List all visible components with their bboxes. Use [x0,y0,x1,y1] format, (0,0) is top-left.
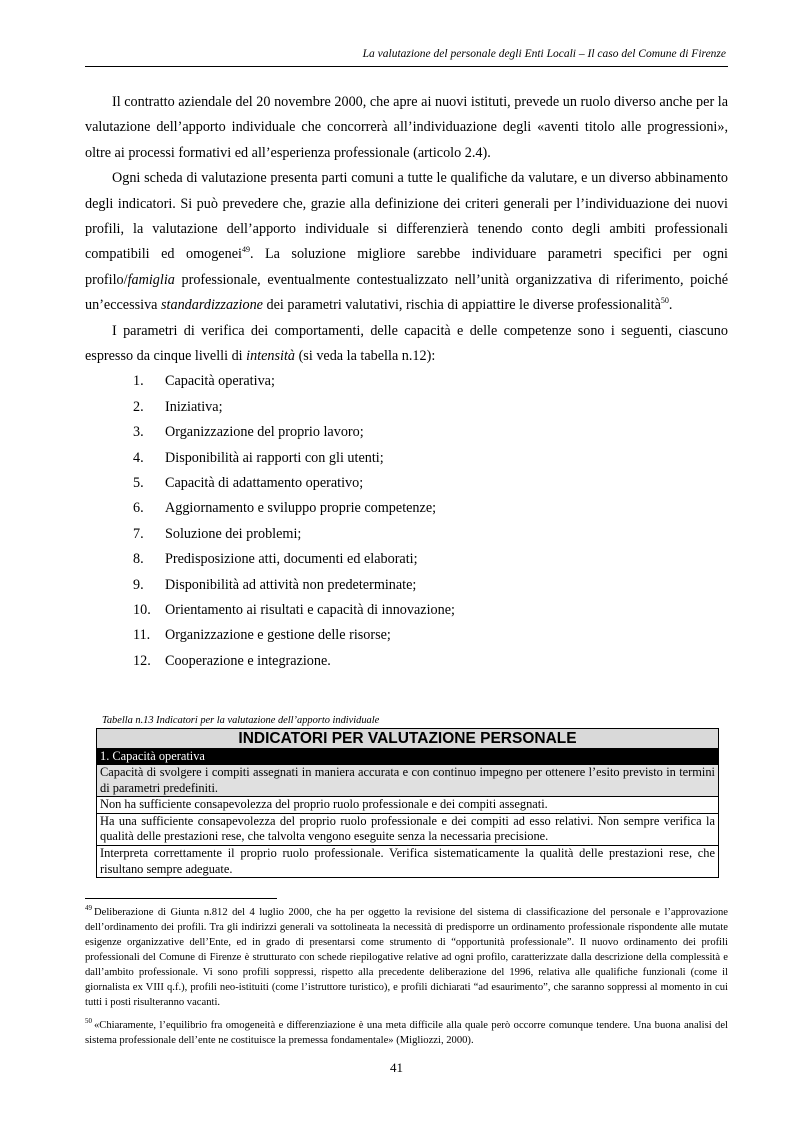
page-number: 41 [390,1060,403,1075]
list-item-number: 7. [133,525,144,542]
paragraph-2 [85,166,728,318]
paragraph-3-emphasis-intensita: intensità [246,348,296,365]
list-item-number: 3. [133,424,144,441]
footnote-text: Deliberazione di Giunta n.812 del 4 luglio 2000, che ha per oggetto la revisione del sistema di classificazione del personale e l’approvazione dell’ordinamento dei profili. Tra gli indirizzi generali va sottolineata la necessità di predisporre un ordinamento professionale rispondente alle mutate esigenze organizzative dell’Ente, ed in grado di presentarsi come strumento di “opportunità professionale”. Il nuovo ordinamento dei profili professionali del Comune di Firenze è strutturato con schede riepilogative relative ad ogni profilo, caratterizzate dalla descrizione della complessità e dall’ambito professionale. Vi sono profili soppressi, rispetto alla precedente deliberazione del 1996, relativa alle qualifiche funzionali (come il giornalista ex VIII q.f.), profili neo-istituiti (come l’istruttore turistico), e profili dichiarati “ad esaurimento”, che saranno soppressi al momento in cui tutti i posti risulteranno vacanti. [85,907,728,1008]
indicators-table [96,728,719,878]
list-item [85,598,728,623]
paragraph-2-text-b: . La soluzione migliore sarebbe individuare parametri specifici per ogni profilo/ [85,246,728,288]
footnote-text: «Chiaramente, l’equilibrio fra omogeneità e differenziazione è una meta difficile alla quale però occorre comunque tendere. Una buona analisi del sistema professionale dell’ente ne costituisce la premessa fondamentale» (Migliozzi, 2000). [85,1020,728,1046]
list-item [85,420,728,445]
footnote-separator [85,898,277,899]
list-item-number: 10. [133,601,151,618]
list-item [85,649,728,674]
table-row: Non ha sufficiente consapevolezza del proprio ruolo professionale e dei compiti assegnati. [97,797,718,814]
paragraph-2-text-c: professionale, eventualmente contestualizzato nell’unità organizzativa di riferimento, poiché un’eccessiva [85,271,728,314]
paragraph-2-text-d: dei parametri valutativi, rischia di appiattire le diverse professionalità [262,297,661,314]
list-item [85,623,728,648]
footnote-49 [85,905,728,1010]
list-item-text: Aggiornamento e sviluppo proprie competenze; [165,500,437,517]
list-item [85,395,728,420]
list-item-text: Soluzione dei problemi; [165,525,302,542]
paragraph-2-emphasis-famiglia: famiglia [127,271,175,288]
list-item-text: Predisposizione atti, documenti ed elaborati; [165,551,418,568]
footnote-ref-50[interactable]: 50 [660,296,669,306]
list-item-number: 8. [133,551,144,568]
paragraph-3-text-a: I parametri di verifica dei comportamenti, delle capacità e delle competenze sono i seguenti, ciascuno espresso da cinque livelli di [85,322,728,365]
footnote-mark: 50 [85,1017,92,1025]
list-item-number: 4. [133,449,144,466]
list-item-number: 12. [133,652,151,669]
list-item-number: 6. [133,500,144,517]
table-row: Ha una sufficiente consapevolezza del proprio ruolo professionale e dei compiti ad esso relativi. Non sempre verifica la qualità delle prestazioni rese, che talvolta vengono eseguite senza la necessaria precisione. [97,814,718,846]
body-text [85,90,728,674]
list-item-text: Cooperazione e integrazione. [165,652,331,669]
list-item [85,446,728,471]
list-item-text: Disponibilità ai rapporti con gli utenti; [165,449,384,466]
header-rule [85,66,728,67]
list-item [85,573,728,598]
running-header: La valutazione del personale degli Enti Locali – Il caso del Comune di Firenze [362,48,726,60]
list-item [85,369,728,394]
paragraph-3 [85,319,728,370]
list-item-number: 9. [133,576,144,593]
paragraph-1: Il contratto aziendale del 20 novembre 2000, che apre ai nuovi istituti, prevede un ruolo diverso anche per la valutazione dell’apporto individuale che concorrerà all’individuazione degli «aventi titolo alle progressioni», oltre ai processi formativi ed all’esperienza professionale (articolo 2.4). [85,94,728,161]
paragraph-2-emphasis-standardizzazione: standardizzazione [161,297,263,314]
list-item-text: Iniziativa; [165,398,223,415]
table-section-header: 1. Capacità operativa [97,749,718,765]
list-item [85,471,728,496]
table-title: INDICATORI PER VALUTAZIONE PERSONALE [97,729,718,749]
list-item-text: Capacità operativa; [165,373,275,390]
list-item-number: 1. [133,373,144,390]
footnote-ref-49[interactable]: 49 [241,245,250,255]
list-item [85,496,728,521]
paragraph-2-text-e: . [668,297,673,314]
list-item-number: 2. [133,398,144,415]
paragraph-3-text-b: (si veda la tabella n.12): [295,348,436,365]
footnotes [85,905,728,1056]
table-caption: Tabella n.13 Indicatori per la valutazione dell’apporto individuale [102,715,380,726]
list-item-text: Orientamento ai risultati e capacità di innovazione; [165,601,455,618]
list-item [85,547,728,572]
list-item [85,522,728,547]
table-row: Interpreta correttamente il proprio ruolo professionale. Verifica sistematicamente la qualità delle prestazioni rese, che risultano sempre adeguate. [100,845,715,876]
footnote-mark: 49 [85,904,92,912]
list-item-text: Capacità di adattamento operativo; [165,475,364,492]
table-row: Capacità di svolgere i compiti assegnati in maniera accurata e con continuo impegno per ottenere l’esito previsto in termini di parametri predefiniti. [97,765,718,797]
list-item-number: 11. [133,627,151,644]
list-item-text: Disponibilità ad attività non predeterminate; [165,576,417,593]
list-item-text: Organizzazione del proprio lavoro; [165,424,364,441]
paragraph-2-text-a: Ogni scheda di valutazione presenta parti comuni a tutte le qualifiche da valutare, e un diverso abbinamento degli indicatori. Si può prevedere che, grazie alla definizione dei criteri generali per l’individuazione dei nuovi profili, la valutazione dell’apporto individuale si differenzierà tenendo conto degli ambiti professionali compatibili ed omogenei [85,170,728,263]
parameters-list [85,369,728,674]
footnote-50 [85,1018,728,1048]
list-item-text: Organizzazione e gestione delle risorse; [165,627,391,644]
list-item-number: 5. [133,475,144,492]
